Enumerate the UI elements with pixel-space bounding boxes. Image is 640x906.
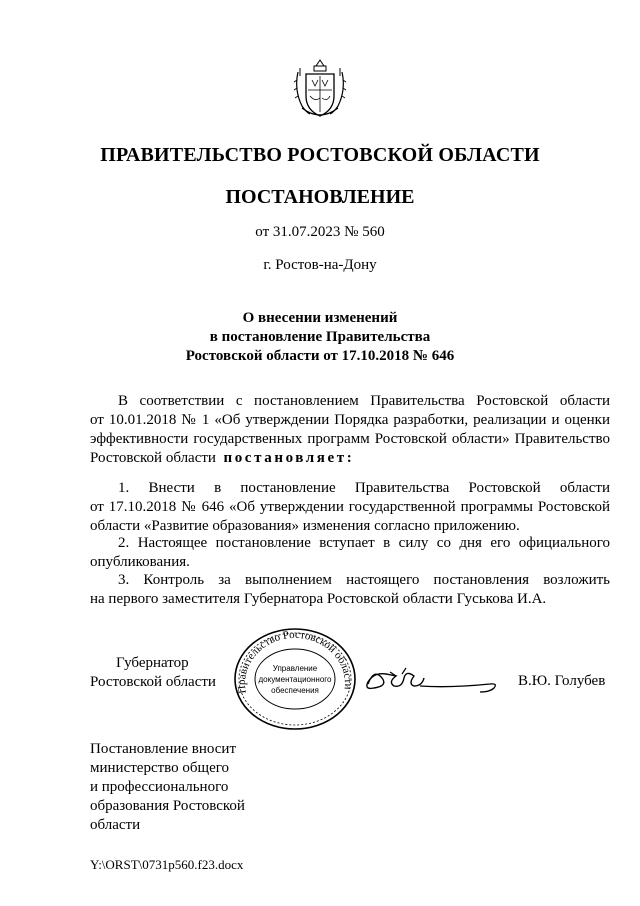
item-line: 3. Контроль за выполнением настоящего постановления возложить [118, 572, 610, 588]
date-and-number: от 31.07.2023 № 560 [255, 224, 385, 240]
document-type: ПОСТАНОВЛЕНИЕ [225, 186, 415, 208]
item-line: от 17.10.2018 № 646 «Об утверждении государственной программы Ростовской [90, 499, 610, 515]
document-subject [0, 309, 640, 366]
item-line: 1. Внести в постановление Правительства Ростовской области [118, 480, 610, 496]
note-line: образования Ростовской [90, 798, 245, 814]
position-line: Ростовской области [90, 674, 216, 690]
preamble [90, 392, 610, 468]
note-line: Постановление вносит [90, 741, 237, 757]
item-line: 2. Настоящее постановление вступает в силу со дня его официального [118, 535, 610, 551]
item-line: опубликования. [90, 554, 190, 570]
item-3 [90, 571, 610, 609]
item-line: на первого заместителя Губернатора Ростовской области Гуськова И.А. [90, 591, 547, 607]
note-line: области [90, 817, 141, 833]
preamble-line [90, 449, 610, 468]
coat-of-arms-icon [292, 58, 348, 122]
note-line: министерство общего [90, 760, 230, 776]
city: г. Ростов-на-Дону [263, 257, 377, 273]
seal-center-line: документационного [258, 675, 332, 684]
preamble-line: В соответствии с постановлением Правительства Ростовской области [118, 393, 610, 409]
signatory-name: В.Ю. Голубев [518, 673, 606, 689]
preamble-prefix: Ростовской области [90, 450, 216, 466]
preamble-line: от 10.01.2018 № 1 «Об утверждении Порядка разработки, реализации и оценки [90, 412, 610, 428]
seal-center-line: обеспечения [271, 686, 319, 695]
item-2 [90, 534, 610, 572]
signatory-position [90, 654, 216, 692]
official-seal-icon [232, 627, 358, 731]
subject-line: Ростовской области от 17.10.2018 № 646 [185, 348, 455, 364]
subject-line: в постановление Правительства [209, 329, 431, 345]
handwritten-signature-icon [360, 660, 500, 700]
preamble-line: эффективности государственных программ Ростовской области» Правительство [90, 431, 610, 447]
submission-note [90, 740, 245, 835]
seal-center-line: Управление [272, 664, 318, 673]
item-1 [90, 479, 610, 536]
item-line: области «Развитие образования» изменения согласно приложению. [90, 518, 520, 534]
file-path: Y:\ORST\0731p560.f23.docx [90, 857, 244, 872]
note-line: и профессионального [90, 779, 229, 795]
seal-ring-text: Правительство Ростовской области [235, 628, 355, 695]
svg-text:Правительство Ростовской облас [236, 629, 354, 694]
decree-keyword: постановляет: [223, 450, 355, 466]
government-title: ПРАВИТЕЛЬСТВО РОСТОВСКОЙ ОБЛАСТИ [100, 144, 540, 166]
subject-line: О внесении изменений [242, 310, 398, 326]
position-line: Губернатор [116, 655, 189, 671]
